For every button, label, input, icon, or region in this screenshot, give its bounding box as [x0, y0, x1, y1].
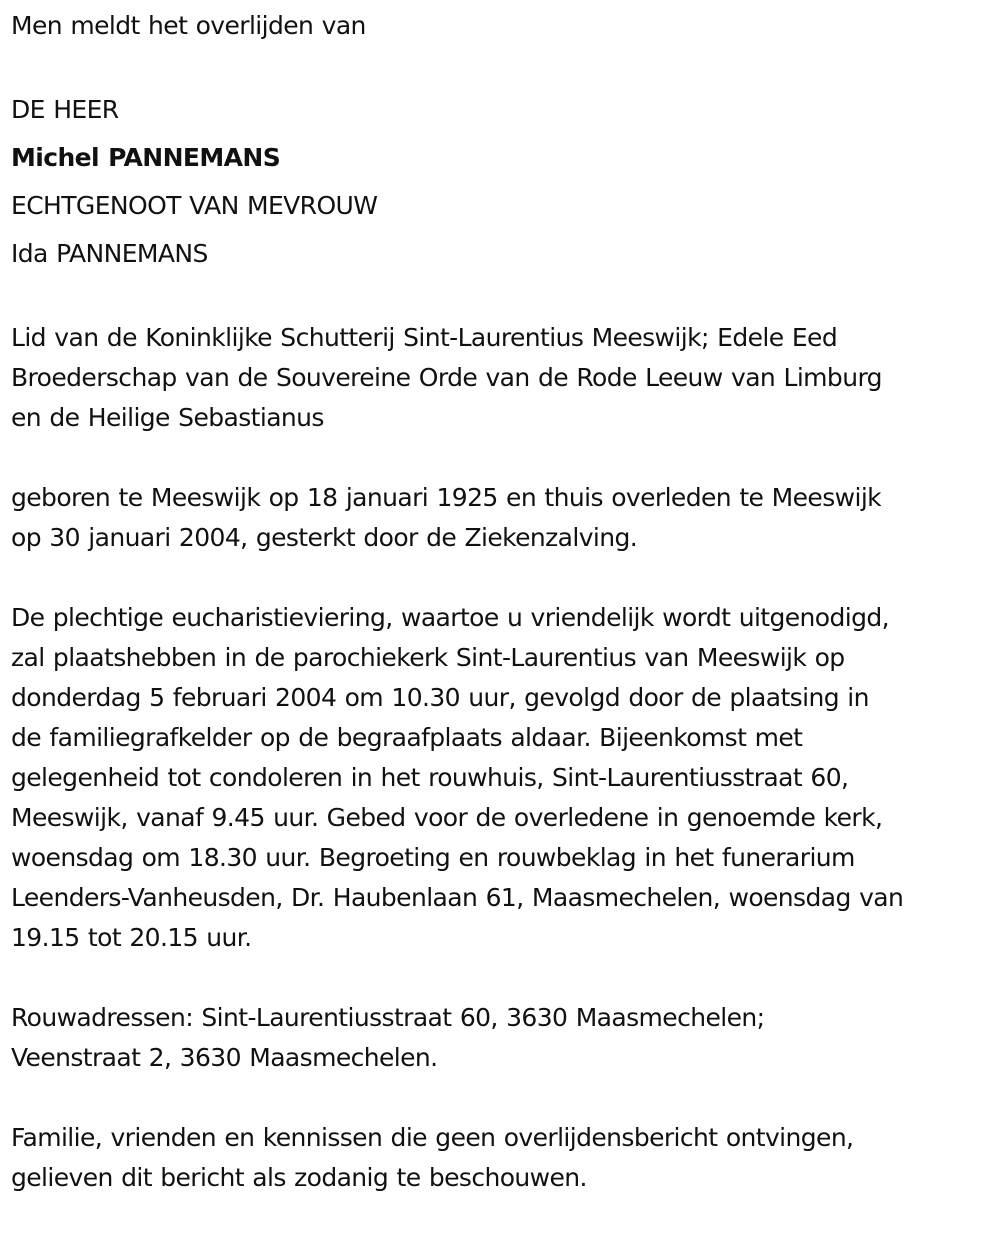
- paragraph-line: Leenders-Vanheusden, Dr. Haubenlaan 61, Maasmechelen, woensdag van: [11, 883, 904, 912]
- paragraph-line: Broederschap van de Souvereine Orde van de Rode Leeuw van Limburg: [11, 363, 882, 392]
- deceased-header: [11, 86, 996, 278]
- intro-text: Men meldt het overlijden van: [11, 11, 366, 40]
- relation-label: ECHTGENOOT VAN MEVROUW: [11, 191, 378, 220]
- paragraph-line: en de Heilige Sebastianus: [11, 403, 324, 432]
- paragraph-line: 19.15 tot 20.15 uur.: [11, 923, 252, 952]
- addresses-paragraph: [11, 998, 996, 1078]
- memberships-paragraph: [11, 318, 996, 438]
- honorific: DE HEER: [11, 95, 119, 124]
- paragraph-line: donderdag 5 februari 2004 om 10.30 uur, gevolgd door de plaatsing in: [11, 683, 869, 712]
- paragraph-line: Meeswijk, vanaf 9.45 uur. Gebed voor de overledene in genoemde kerk,: [11, 803, 883, 832]
- paragraph-line: Familie, vrienden en kennissen die geen overlijdensbericht ontvingen,: [11, 1123, 854, 1152]
- paragraph-line: Rouwadressen: Sint-Laurentiusstraat 60, 3630 Maasmechelen;: [11, 1003, 765, 1032]
- death-notice: [11, 6, 996, 1238]
- paragraph-line: geboren te Meeswijk op 18 januari 1925 en thuis overleden te Meeswijk: [11, 483, 882, 512]
- ceremony-paragraph: [11, 598, 996, 958]
- paragraph-line: woensdag om 18.30 uur. Begroeting en rouwbeklag in het funerarium: [11, 843, 855, 872]
- spouse-name: Ida PANNEMANS: [11, 239, 208, 268]
- paragraph-line: De plechtige eucharistieviering, waartoe u vriendelijk wordt uitgenodigd,: [11, 603, 889, 632]
- deceased-name: Michel PANNEMANS: [11, 143, 281, 172]
- birth-death-paragraph: [11, 478, 996, 558]
- paragraph-line: zal plaatshebben in de parochiekerk Sint-Laurentius van Meeswijk op: [11, 643, 845, 672]
- paragraph-line: de familiegrafkelder op de begraafplaats aldaar. Bijeenkomst met: [11, 723, 803, 752]
- paragraph-line: gelieven dit bericht als zodanig te beschouwen.: [11, 1163, 587, 1192]
- closing-paragraph: [11, 1118, 996, 1198]
- paragraph-line: gelegenheid tot condoleren in het rouwhuis, Sint-Laurentiusstraat 60,: [11, 763, 849, 792]
- paragraph-line: Lid van de Koninklijke Schutterij Sint-Laurentius Meeswijk; Edele Eed: [11, 323, 838, 352]
- paragraph-line: Veenstraat 2, 3630 Maasmechelen.: [11, 1043, 438, 1072]
- paragraph-line: op 30 januari 2004, gesterkt door de Ziekenzalving.: [11, 523, 638, 552]
